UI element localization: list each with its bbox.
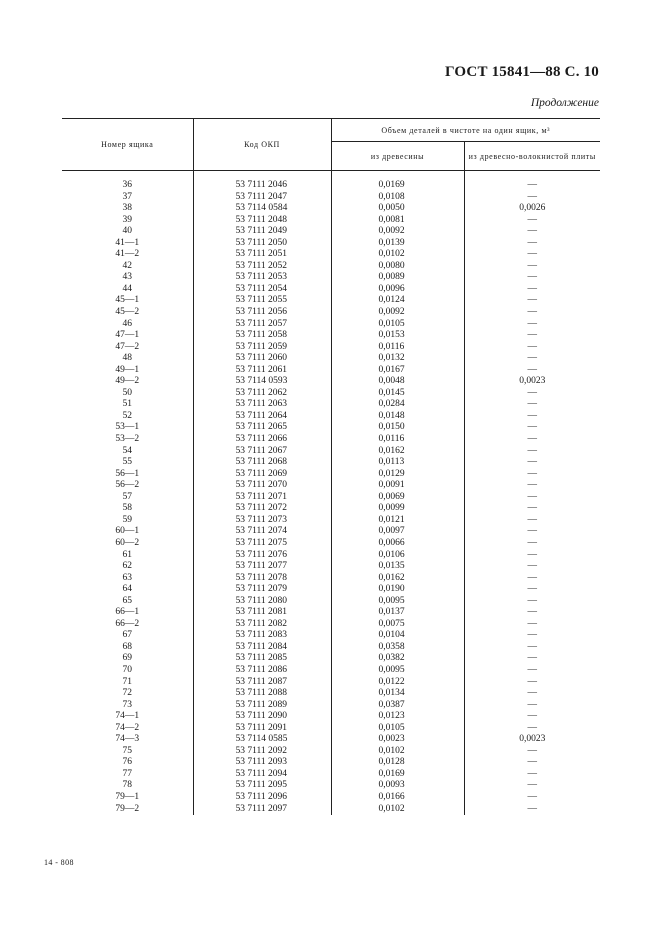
table-row [62,700,600,712]
box-number-cell: 75 [122,745,132,756]
okp-code-cell: 53 7111 2054 [193,284,331,296]
footer-note: 14 - 808 [44,858,74,867]
table-row [62,526,600,538]
wood-volume-cell: 0,0139 [331,238,464,250]
table-row [62,457,600,469]
table-row [62,607,600,619]
fiberboard-volume-cell: — [464,457,600,469]
table-row [62,769,600,781]
okp-code-cell: 53 7111 2091 [193,723,331,735]
continued-label: Продолжение [530,97,599,109]
table-row [62,630,600,642]
table-row [62,677,600,689]
okp-code-cell: 53 7111 2056 [193,307,331,319]
okp-code-cell: 53 7111 2057 [193,319,331,331]
fiberboard-volume-cell: — [464,480,600,492]
wood-volume-cell: 0,0148 [331,411,464,423]
wood-volume-cell: 0,0097 [331,526,464,538]
wood-volume-cell: 0,0050 [331,203,464,215]
header-box-number: Номер ящика [62,119,193,171]
fiberboard-volume-cell: — [464,192,600,204]
box-number-cell: 47—1 [115,330,140,341]
wood-volume-cell: 0,0128 [331,757,464,769]
table-row [62,538,600,550]
fiberboard-volume-cell: — [464,272,600,284]
box-number-cell: 62 [122,561,132,572]
table-row [62,249,600,261]
okp-code-cell: 53 7111 2072 [193,503,331,515]
wood-volume-cell: 0,0387 [331,700,464,712]
fiberboard-volume-cell: — [464,388,600,400]
okp-code-cell: 53 7111 2066 [193,434,331,446]
okp-code-cell: 53 7111 2047 [193,192,331,204]
box-number-cell: 65 [122,595,132,606]
fiberboard-volume-cell: — [464,746,600,758]
fiberboard-volume-cell: — [464,307,600,319]
wood-volume-cell: 0,0075 [331,619,464,631]
box-number-cell: 61 [122,549,132,560]
volume-table-container [62,118,600,815]
table-row [62,584,600,596]
box-number-cell: 72 [122,688,132,699]
okp-code-cell: 53 7111 2065 [193,422,331,434]
header-wood: из древесины [331,142,464,171]
fiberboard-volume-cell: — [464,619,600,631]
table-row [62,434,600,446]
okp-code-cell: 53 7111 2079 [193,584,331,596]
table-row [62,757,600,769]
box-number-cell: 41—2 [115,249,140,260]
box-number-cell: 60—2 [115,537,140,548]
okp-code-cell: 53 7114 0584 [193,203,331,215]
table-row [62,261,600,273]
okp-code-cell: 53 7111 2062 [193,388,331,400]
wood-volume-cell: 0,0093 [331,780,464,792]
wood-volume-cell: 0,0116 [331,434,464,446]
fiberboard-volume-cell: — [464,330,600,342]
box-number-cell: 45—1 [115,295,140,306]
wood-volume-cell: 0,0162 [331,446,464,458]
okp-code-cell: 53 7111 2082 [193,619,331,631]
wood-volume-cell: 0,0066 [331,538,464,550]
box-number-cell: 79—1 [115,791,140,802]
wood-volume-cell: 0,0169 [331,180,464,192]
box-number-cell: 67 [122,630,132,641]
okp-code-cell: 53 7111 2051 [193,249,331,261]
table-row [62,711,600,723]
okp-code-cell: 53 7111 2093 [193,757,331,769]
wood-volume-cell: 0,0080 [331,261,464,273]
box-number-cell: 60—1 [115,526,140,537]
fiberboard-volume-cell: — [464,215,600,227]
wood-volume-cell: 0,0153 [331,330,464,342]
okp-code-cell: 53 7111 2068 [193,457,331,469]
wood-volume-cell: 0,0116 [331,342,464,354]
wood-volume-cell: 0,0102 [331,804,464,816]
spacer-cell [193,171,331,181]
fiberboard-volume-cell: — [464,342,600,354]
table-row [62,330,600,342]
fiberboard-volume-cell: — [464,284,600,296]
wood-volume-cell: 0,0135 [331,561,464,573]
wood-volume-cell: 0,0102 [331,746,464,758]
header-okp-code: Код ОКП [193,119,331,171]
table-row [62,295,600,307]
wood-volume-cell: 0,0166 [331,792,464,804]
okp-code-cell: 53 7111 2060 [193,353,331,365]
box-number-cell: 49—1 [115,364,140,375]
wood-volume-cell: 0,0102 [331,249,464,261]
box-number-cell: 68 [122,641,132,652]
okp-code-cell: 53 7111 2077 [193,561,331,573]
okp-code-cell: 53 7111 2083 [193,630,331,642]
box-number-cell: 79—2 [115,803,140,814]
okp-code-cell: 53 7111 2092 [193,746,331,758]
wood-volume-cell: 0,0104 [331,630,464,642]
box-number-cell: 37 [122,191,132,202]
box-number-cell: 76 [122,757,132,768]
table-row [62,804,600,816]
okp-code-cell: 53 7111 2058 [193,330,331,342]
box-number-cell: 38 [122,203,132,214]
box-number-cell: 44 [122,283,132,294]
fiberboard-volume-cell: — [464,226,600,238]
fiberboard-volume-cell: — [464,550,600,562]
table-row [62,342,600,354]
wood-volume-cell: 0,0095 [331,665,464,677]
wood-volume-cell: 0,0169 [331,769,464,781]
box-number-cell: 46 [122,318,132,329]
fiberboard-volume-cell: — [464,365,600,377]
wood-volume-cell: 0,0081 [331,215,464,227]
box-number-cell: 74—2 [115,722,140,733]
fiberboard-volume-cell: 0,0023 [464,376,600,388]
box-number-cell: 71 [122,676,132,687]
wood-volume-cell: 0,0105 [331,723,464,735]
box-number-cell: 56—2 [115,480,140,491]
wood-volume-cell: 0,0121 [331,515,464,527]
okp-code-cell: 53 7111 2088 [193,688,331,700]
fiberboard-volume-cell: — [464,469,600,481]
box-number-cell: 58 [122,503,132,514]
okp-code-cell: 53 7111 2053 [193,272,331,284]
okp-code-cell: 53 7111 2094 [193,769,331,781]
box-number-cell: 40 [122,226,132,237]
box-number-cell: 74—3 [115,734,140,745]
fiberboard-volume-cell: — [464,573,600,585]
table-row [62,226,600,238]
box-number-cell: 70 [122,664,132,675]
spacer-cell [464,171,600,181]
box-number-cell: 50 [122,387,132,398]
okp-code-cell: 53 7111 2064 [193,411,331,423]
table-row [62,469,600,481]
okp-code-cell: 53 7111 2090 [193,711,331,723]
table-row [62,480,600,492]
box-number-cell: 47—2 [115,341,140,352]
box-number-cell: 66—2 [115,618,140,629]
okp-code-cell: 53 7111 2052 [193,261,331,273]
box-number-cell: 49—2 [115,376,140,387]
fiberboard-volume-cell: — [464,295,600,307]
okp-code-cell: 53 7111 2095 [193,780,331,792]
okp-code-cell: 53 7111 2089 [193,700,331,712]
table-row [62,596,600,608]
box-number-cell: 74—1 [115,711,140,722]
okp-code-cell: 53 7111 2076 [193,550,331,562]
wood-volume-cell: 0,0284 [331,399,464,411]
okp-code-cell: 53 7111 2086 [193,665,331,677]
box-number-cell: 41—1 [115,237,140,248]
table-header [62,119,600,171]
fiberboard-volume-cell: — [464,700,600,712]
wood-volume-cell: 0,0190 [331,584,464,596]
box-number-cell: 73 [122,699,132,710]
fiberboard-volume-cell: — [464,584,600,596]
fiberboard-volume-cell: — [464,630,600,642]
table-row [62,492,600,504]
table-row [62,411,600,423]
wood-volume-cell: 0,0108 [331,192,464,204]
table-body [62,171,600,816]
wood-volume-cell: 0,0122 [331,677,464,689]
table-row [62,503,600,515]
box-number-cell: 52 [122,410,132,421]
fiberboard-volume-cell: — [464,399,600,411]
table-row [62,792,600,804]
fiberboard-volume-cell: — [464,538,600,550]
wood-volume-cell: 0,0167 [331,365,464,377]
fiberboard-volume-cell: — [464,757,600,769]
box-number-cell: 54 [122,445,132,456]
table-row [62,780,600,792]
table-row [62,665,600,677]
okp-code-cell: 53 7111 2075 [193,538,331,550]
wood-volume-cell: 0,0096 [331,284,464,296]
wood-volume-cell: 0,0134 [331,688,464,700]
table-row [62,365,600,377]
okp-code-cell: 53 7111 2071 [193,492,331,504]
fiberboard-volume-cell: 0,0026 [464,203,600,215]
okp-code-cell: 53 7111 2070 [193,480,331,492]
table-row [62,284,600,296]
box-number-cell: 59 [122,514,132,525]
fiberboard-volume-cell: — [464,411,600,423]
fiberboard-volume-cell: — [464,711,600,723]
wood-volume-cell: 0,0113 [331,457,464,469]
table-spacer-row [62,171,600,181]
table-row [62,642,600,654]
wood-volume-cell: 0,0132 [331,353,464,365]
box-number-cell: 66—1 [115,607,140,618]
fiberboard-volume-cell: — [464,526,600,538]
fiberboard-volume-cell: — [464,677,600,689]
fiberboard-volume-cell: — [464,319,600,331]
fiberboard-volume-cell: — [464,792,600,804]
fiberboard-volume-cell: — [464,434,600,446]
table-row [62,550,600,562]
fiberboard-volume-cell: — [464,422,600,434]
okp-code-cell: 53 7111 2073 [193,515,331,527]
box-number-cell: 55 [122,457,132,468]
header-volume-group: Объем деталей в чистоте на один ящик, м³ [331,119,600,142]
okp-code-cell: 53 7111 2063 [193,399,331,411]
fiberboard-volume-cell: — [464,780,600,792]
fiberboard-volume-cell: — [464,653,600,665]
table-row [62,746,600,758]
wood-volume-cell: 0,0145 [331,388,464,400]
table-row [62,353,600,365]
fiberboard-volume-cell: — [464,503,600,515]
fiberboard-volume-cell: — [464,596,600,608]
box-number-cell: 53—2 [115,434,140,445]
okp-code-cell: 53 7114 0593 [193,376,331,388]
okp-code-cell: 53 7111 2087 [193,677,331,689]
fiberboard-volume-cell: — [464,665,600,677]
wood-volume-cell: 0,0069 [331,492,464,504]
okp-code-cell: 53 7111 2081 [193,607,331,619]
okp-code-cell: 53 7111 2050 [193,238,331,250]
okp-code-cell: 53 7111 2074 [193,526,331,538]
spacer-cell [62,171,193,181]
box-number-cell: 48 [122,353,132,364]
wood-volume-cell: 0,0358 [331,642,464,654]
table-row [62,515,600,527]
wood-volume-cell: 0,0124 [331,295,464,307]
box-number-cell: 42 [122,260,132,271]
okp-code-cell: 53 7111 2055 [193,295,331,307]
fiberboard-volume-cell: — [464,249,600,261]
fiberboard-volume-cell: — [464,515,600,527]
fiberboard-volume-cell: 0,0023 [464,734,600,746]
wood-volume-cell: 0,0150 [331,422,464,434]
fiberboard-volume-cell: — [464,180,600,192]
wood-volume-cell: 0,0092 [331,226,464,238]
table-row [62,180,600,192]
okp-code-cell: 53 7111 2069 [193,469,331,481]
table-row [62,388,600,400]
table-row [62,272,600,284]
table-row [62,734,600,746]
table-row [62,619,600,631]
box-number-cell: 77 [122,768,132,779]
table-row [62,573,600,585]
fiberboard-volume-cell: — [464,446,600,458]
box-number-cell: 43 [122,272,132,283]
okp-code-cell: 53 7111 2097 [193,804,331,816]
okp-code-cell: 53 7111 2085 [193,653,331,665]
okp-code-cell: 53 7111 2067 [193,446,331,458]
wood-volume-cell: 0,0095 [331,596,464,608]
wood-volume-cell: 0,0099 [331,503,464,515]
okp-code-cell: 53 7111 2080 [193,596,331,608]
table-row [62,653,600,665]
box-number-cell: 56—1 [115,468,140,479]
fiberboard-volume-cell: — [464,688,600,700]
box-number-cell: 57 [122,491,132,502]
okp-code-cell: 53 7111 2059 [193,342,331,354]
okp-code-cell: 53 7114 0585 [193,734,331,746]
fiberboard-volume-cell: — [464,769,600,781]
header-fiberboard: из древесно-волокнистой плиты [464,142,600,171]
box-number-cell: 45—2 [115,307,140,318]
okp-code-cell: 53 7111 2061 [193,365,331,377]
table-row [62,192,600,204]
table-row [62,376,600,388]
okp-code-cell: 53 7111 2096 [193,792,331,804]
table-row [62,723,600,735]
fiberboard-volume-cell: — [464,261,600,273]
fiberboard-volume-cell: — [464,492,600,504]
fiberboard-volume-cell: — [464,723,600,735]
box-number-cell: 53—1 [115,422,140,433]
wood-volume-cell: 0,0091 [331,480,464,492]
fiberboard-volume-cell: — [464,642,600,654]
table-row [62,307,600,319]
okp-code-cell: 53 7111 2078 [193,573,331,585]
wood-volume-cell: 0,0089 [331,272,464,284]
table-row [62,319,600,331]
wood-volume-cell: 0,0382 [331,653,464,665]
spacer-cell [331,171,464,181]
box-number-cell: 69 [122,653,132,664]
fiberboard-volume-cell: — [464,353,600,365]
table-row [62,215,600,227]
fiberboard-volume-cell: — [464,804,600,816]
table-row [62,422,600,434]
wood-volume-cell: 0,0106 [331,550,464,562]
wood-volume-cell: 0,0048 [331,376,464,388]
wood-volume-cell: 0,0162 [331,573,464,585]
okp-code-cell: 53 7111 2046 [193,180,331,192]
wood-volume-cell: 0,0129 [331,469,464,481]
table-row [62,203,600,215]
table-row [62,238,600,250]
wood-volume-cell: 0,0105 [331,319,464,331]
table-row [62,446,600,458]
box-number-cell: 36 [122,180,132,190]
table-row [62,688,600,700]
wood-volume-cell: 0,0137 [331,607,464,619]
box-number-cell: 78 [122,780,132,791]
okp-code-cell: 53 7111 2049 [193,226,331,238]
box-number-cell: 63 [122,572,132,583]
okp-code-cell: 53 7111 2048 [193,215,331,227]
table-row [62,399,600,411]
volume-table [62,118,600,815]
page-title: ГОСТ 15841—88 С. 10 [445,64,599,80]
wood-volume-cell: 0,0123 [331,711,464,723]
box-number-cell: 39 [122,214,132,225]
table-row [62,561,600,573]
wood-volume-cell: 0,0092 [331,307,464,319]
fiberboard-volume-cell: — [464,561,600,573]
fiberboard-volume-cell: — [464,238,600,250]
box-number-cell: 64 [122,584,132,595]
box-number-cell: 51 [122,399,132,410]
fiberboard-volume-cell: — [464,607,600,619]
okp-code-cell: 53 7111 2084 [193,642,331,654]
wood-volume-cell: 0,0023 [331,734,464,746]
